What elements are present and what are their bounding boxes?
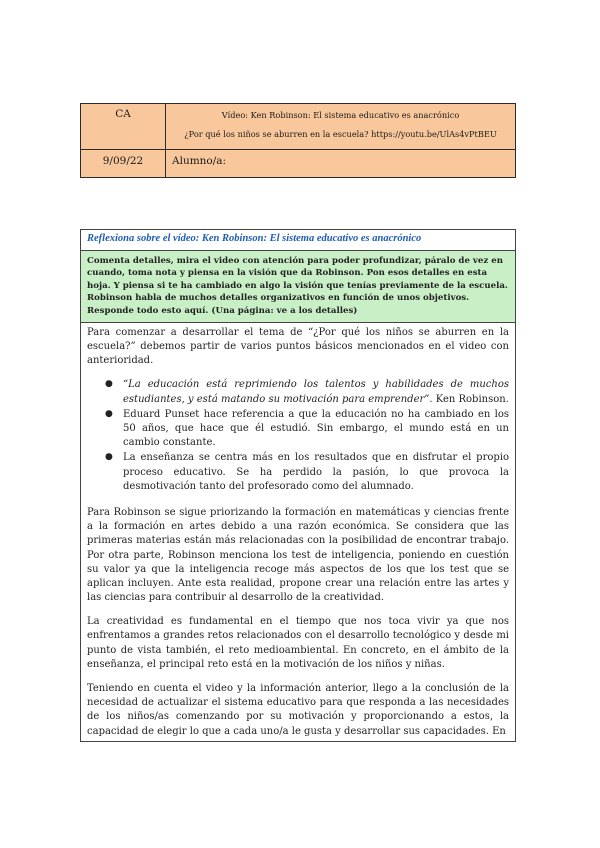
- list-item-text: La enseñanza se centra más en los resultados que en disfrutar el propio proceso educativo. Se ha perdido la pasión, lo que provoca la desmotivación tanto del profesorado como del alumnado.: [123, 452, 509, 492]
- paragraph-conclusion: Teniendo en cuenta el video y la información anterior, llego a la conclusión de la necesidad de actualizar el sistema educativo para que responda a las necesidades de los niños/as comenzando por su motivación y proporcionando a estos, la capacidad de elegir lo que a cada uno/a le gusta y desarrollar sus capacidades. En: [87, 683, 509, 737]
- paragraph-arts-sciences: Para Robinson se sigue priorizando la formación en matemáticas y ciencias frente a la formación en artes debido a una razón económica. Se considera que las primeras materias están más relacionadas con la posibilidad de encontrar trabajo. Por otra parte, Robinson menciona los test de inteligencia, poniendo en cuestión su valor ya que la inteligencia recoge más aspectos de los que los test que se aplican incluyen. Ante esta realidad, propone crear una relación entre las artes y las ciencias para contribuir al desarrollo de la creatividad.: [87, 506, 509, 604]
- reflection-box: [80, 229, 516, 742]
- bullet-icon: ●: [105, 379, 113, 390]
- header-row-2: [81, 150, 516, 178]
- answer-area[interactable]: [81, 323, 515, 739]
- bullet-icon: ●: [105, 452, 113, 463]
- list-item: [105, 378, 509, 406]
- student-cell[interactable]: Alumno/a:: [166, 150, 516, 178]
- bullet-icon: ●: [105, 408, 113, 419]
- list-item: [105, 408, 509, 451]
- video-cell: [166, 104, 516, 150]
- course-cell: CA: [81, 104, 166, 150]
- list-item-text: Eduard Punset hace referencia a que la educación no ha cambiado en los 50 años, que hace que él estudió. Sin embargo, el mundo está en un cambio constante.: [123, 408, 509, 449]
- instructions-block: Comenta detalles, mira el video con atención para poder profundizar, páralo de vez en cuando, toma nota y piensa en la visión que da Robinson. Pon esos detalles en esta hoja. Y piensa si te ha cambiado en algo la visión que tenías previamente de la escuela. Robinson habla de muchos detalles organizativos en función de unos objetivos. Responde todo esto aquí. (Una página: ve a los detalles): [81, 251, 515, 323]
- list-item: [105, 451, 509, 494]
- date-cell: 9/09/22: [81, 150, 166, 178]
- video-title: Vídeo: Ken Robinson: El sistema educativo es anacrónico: [221, 110, 460, 120]
- quote-author: . Ken Robinson.: [429, 393, 509, 405]
- reflection-title: Reflexiona sobre el vídeo: Ken Robinson: El sistema educativo es anacrónico: [81, 230, 515, 251]
- paragraph-creativity: La creatividad es fundamental en el tiempo que nos toca vivir ya que nos enfrentamos a grandes retos relacionados con el desarrollo tecnológico y desde mi punto de vista también, el reto medioambiental. En concreto, en el ámbito de la enseñanza, el principal reto está en la motivación de los niños y niñas.: [87, 616, 509, 670]
- intro-paragraph: Para comenzar a desarrollar el tema de “¿Por qué los niños se aburren en la escuela?” debemos partir de varios puntos básicos mencionados en el video con anterioridad.: [87, 326, 509, 367]
- header-row-1: [81, 104, 516, 150]
- robinson-quote: “La educación está reprimiendo los talentos y habilidades de muchos estudiantes, y está matando su motivación para emprender”: [123, 379, 509, 405]
- video-question-link[interactable]: ¿Por qué los niños se aburren en la escuela? https://youtu.be/UlAs4vPtBEU: [184, 129, 497, 140]
- header-table: [80, 103, 516, 178]
- points-list: [87, 378, 509, 494]
